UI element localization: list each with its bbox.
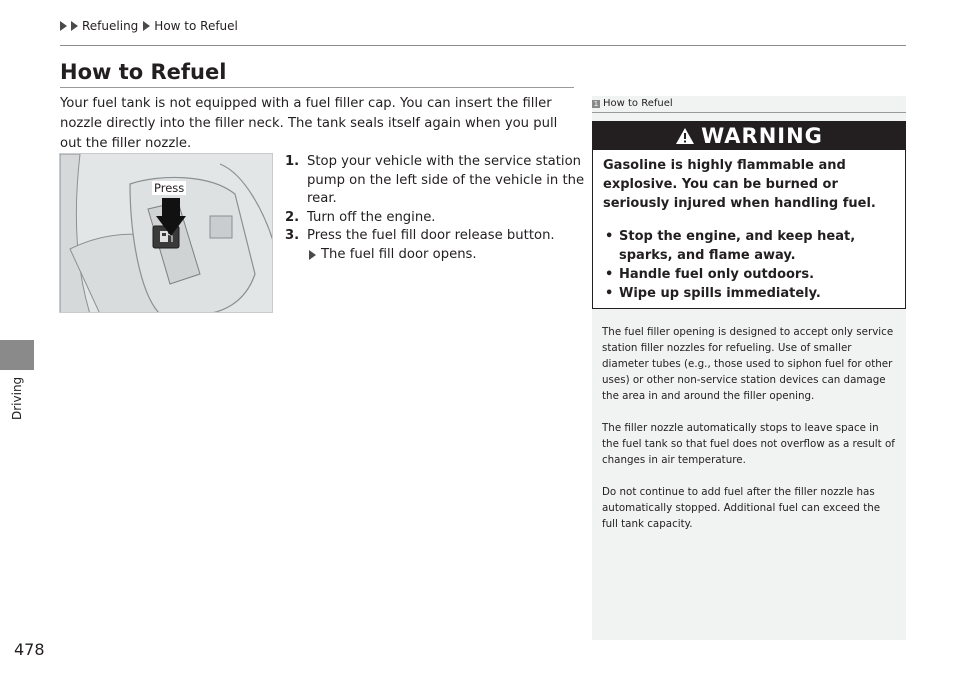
breadcrumb-item[interactable]: How to Refuel [154,19,238,33]
section-tab [0,340,34,370]
result-arrow-icon [309,250,316,260]
dashboard-illustration [60,154,273,313]
note-paragraph: The filler nozzle automatically stops to leave space in the fuel tank so that fuel does not overflow as a result of changes in air temperature. [602,422,895,466]
header-divider [60,45,906,46]
warning-bullet: • Stop the engine, and keep heat, sparks, and flame away. [603,227,895,265]
step-text: Turn off the engine. [307,209,436,225]
step-number: 3. [285,228,300,243]
warning-intro: Gasoline is highly flammable and explosive. You can be burned or seriously injured when handling fuel. [603,158,876,211]
chevron-right-icon [60,21,67,31]
step-item [285,153,585,209]
warning-header [593,122,905,150]
warning-box [592,121,906,309]
chevron-right-icon [71,21,78,31]
reference-icon: 1 [593,99,599,108]
warning-bullet: • Wipe up spills immediately. [603,284,895,303]
side-note-divider [592,112,906,113]
side-note-heading [592,98,673,109]
step-number: 2. [285,209,300,225]
breadcrumb-item[interactable]: Refueling [82,19,139,33]
press-callout: Press [154,181,185,195]
note-paragraph: Do not continue to add fuel after the filler nozzle has automatically stopped. Additional fuel can exceed the full tank capacity. [602,486,881,530]
side-note-text [602,324,898,548]
steps-list [285,153,585,264]
fuel-pump-icon [160,231,168,242]
page-number: 478 [14,640,45,659]
step-result [307,246,585,265]
step-item [285,227,585,264]
step-result-text: The fuel fill door opens. [321,246,477,262]
step-text: Press the fuel fill door release button. [307,228,555,243]
breadcrumb [60,19,238,33]
fuel-door-release-illustration [59,153,273,313]
warning-bullets [593,227,905,303]
step-number: 1. [285,154,300,169]
note-paragraph: The fuel filler opening is designed to accept only service station filler nozzles for refueling. Use of smaller diameter tubes (e.g., those used to siphon fuel for other uses) or other non-service station devices can damage the area in and around the filler opening. [602,326,894,402]
warning-triangle-icon [675,127,695,145]
side-note-heading-text: How to Refuel [603,98,673,109]
warning-title: WARNING [701,124,823,148]
step-text: Stop your vehicle with the service station pump on the left side of the vehicle in the rear. [307,154,585,206]
intro-paragraph: Your fuel tank is not equipped with a fuel filler cap. You can insert the filler nozzle directly into the filler neck. The tank seals itself again when you pull out the filler nozzle. [60,96,558,151]
page-title: How to Refuel [60,60,227,84]
title-divider [60,87,574,88]
chevron-right-icon [143,21,150,31]
warning-bullet: • Handle fuel only outdoors. [603,265,895,284]
step-item [285,209,585,228]
section-tab-label: Driving [10,376,24,420]
